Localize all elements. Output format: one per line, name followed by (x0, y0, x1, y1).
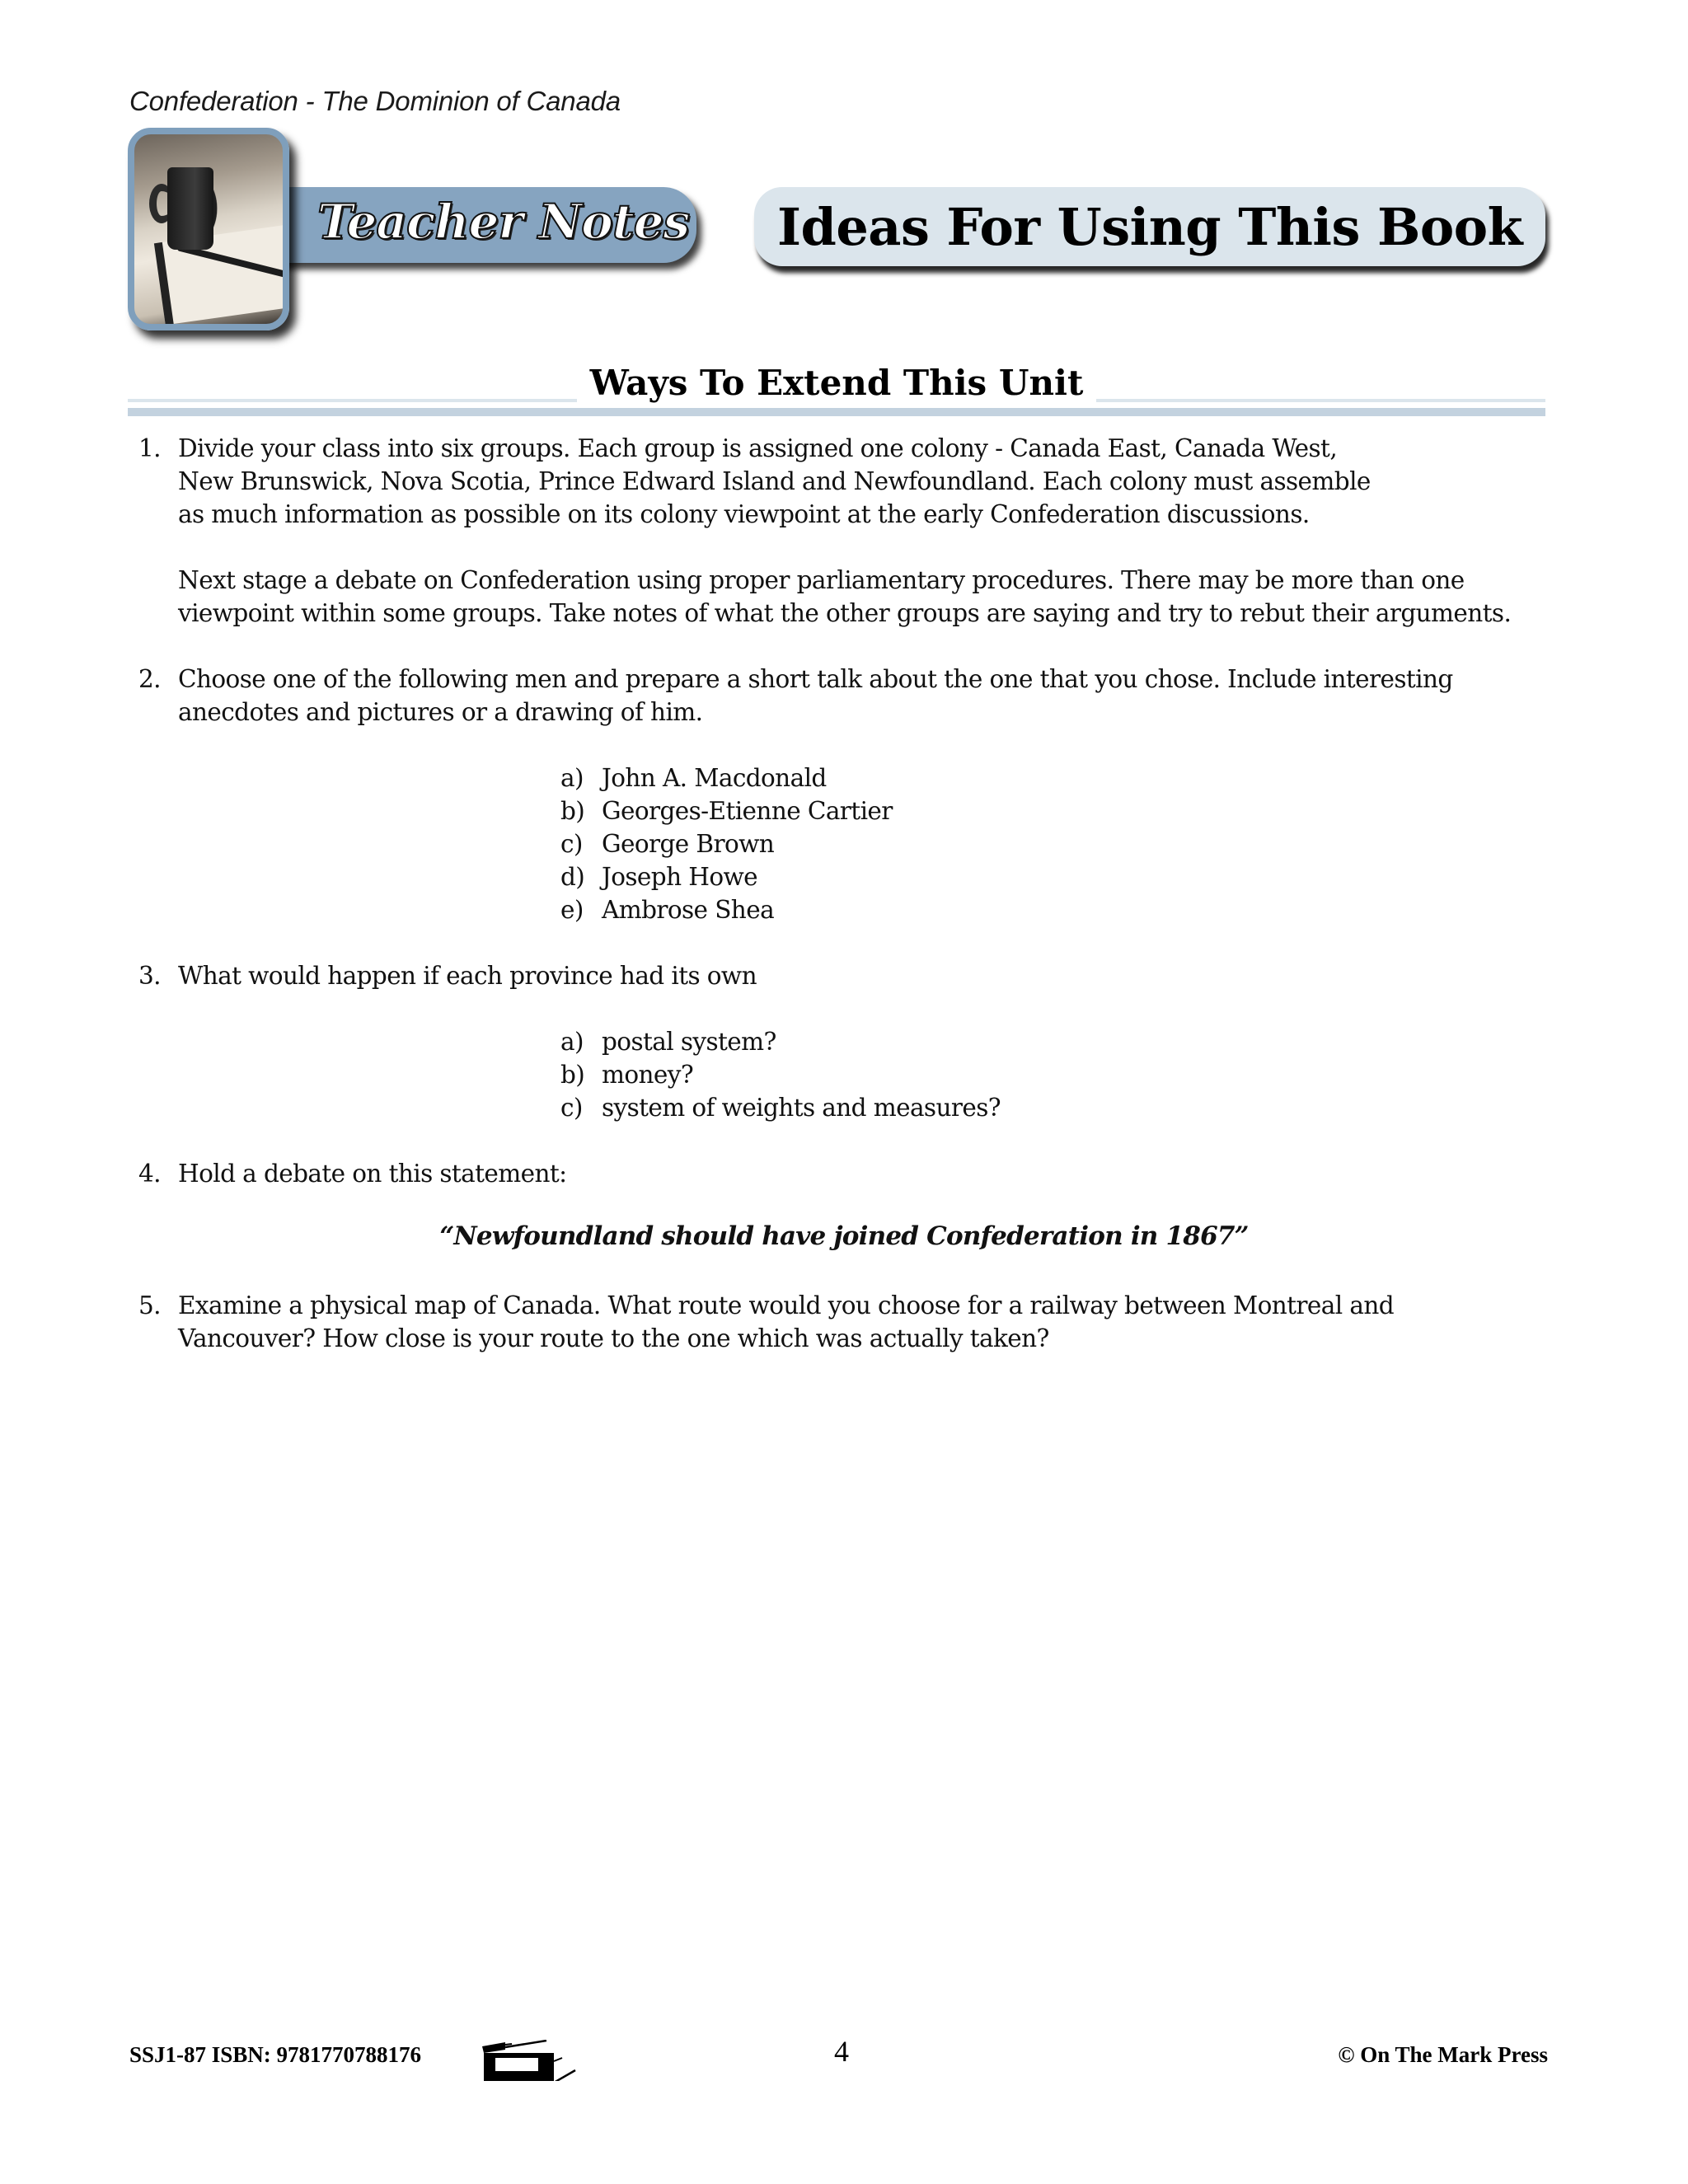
sublist-label: a) (560, 1028, 584, 1056)
paragraph (178, 564, 1563, 630)
sublist-label: c) (560, 830, 583, 858)
text-line: Divide your class into six groups. Each group is assigned one colony - Canada East, Canada West, (178, 434, 1338, 462)
page-title-banner (754, 187, 1545, 266)
sublist-text: money? (602, 1061, 694, 1089)
sublist-item (560, 860, 893, 893)
sublist-men (560, 762, 893, 926)
item-number: 4. (138, 1160, 161, 1188)
item-number: 1. (138, 434, 161, 462)
text-line: Next stage a debate on Confederation using proper parliamentary procedures. There may be more than one (178, 566, 1465, 594)
sublist-text: John A. Macdonald (602, 764, 827, 792)
mug-shape (167, 167, 213, 250)
text-line: What would happen if each province had its own (178, 962, 757, 990)
debate-statement: “Newfoundland should have joined Confederation in 1867” (439, 1221, 1249, 1251)
item-number: 2. (138, 665, 161, 693)
sublist-label: b) (560, 1061, 585, 1089)
text-line: Vancouver? How close is your route to the one which was actually taken? (178, 1324, 1049, 1352)
sublist-text: Georges-Etienne Cartier (602, 797, 893, 825)
sublist-label: b) (560, 797, 585, 825)
sublist-item (560, 1025, 1001, 1058)
sublist-label: a) (560, 764, 584, 792)
text-line: as much information as possible on its colony viewpoint at the early Confederation discussions. (178, 500, 1310, 528)
text-line: Choose one of the following men and prepare a short talk about the one that you chose. Include interesting (178, 665, 1453, 693)
sublist-label: e) (560, 896, 584, 924)
sublist-item (560, 827, 893, 860)
sublist-item (560, 794, 893, 827)
sublist-item (560, 1058, 1001, 1091)
sublist-province (560, 1025, 1001, 1124)
page-number: 4 (834, 2035, 849, 2068)
divider (128, 408, 1545, 416)
sublist-item (560, 893, 893, 926)
photocopier-icon (482, 2040, 581, 2081)
item-number: 3. (138, 962, 161, 990)
text-line: anecdotes and pictures or a drawing of him. (178, 698, 703, 726)
sublist-text: system of weights and measures? (602, 1094, 1001, 1122)
sublist-text: Ambrose Shea (602, 896, 775, 924)
sublist-label: d) (560, 863, 585, 891)
text-line: Examine a physical map of Canada. What route would you choose for a railway between Montreal and (178, 1291, 1395, 1319)
text-line: New Brunswick, Nova Scotia, Prince Edward Island and Newfoundland. Each colony must assemble (178, 467, 1371, 495)
text-line: viewpoint within some groups. Take notes of what the other groups are saying and try to rebut their arguments. (178, 599, 1512, 627)
desk-photo-icon (128, 128, 289, 330)
paragraph (178, 432, 1563, 531)
teacher-notes-label: Teacher Notes (317, 194, 690, 250)
sublist-text: postal system? (602, 1028, 776, 1056)
copyright: © On The Mark Press (1338, 2042, 1548, 2067)
section-heading (128, 363, 1545, 417)
sublist-text: Joseph Howe (602, 863, 758, 891)
section-title: Ways To Extend This Unit (589, 363, 1084, 403)
text-line: Hold a debate on this statement: (178, 1160, 567, 1188)
running-title: Confederation - The Dominion of Canada (129, 86, 621, 116)
sublist-label: c) (560, 1094, 583, 1122)
page-title: Ideas For Using This Book (776, 196, 1523, 257)
teacher-notes-graphic (128, 128, 705, 342)
sublist-item (560, 762, 893, 794)
sublist-item (560, 1091, 1001, 1124)
item-number: 5. (138, 1291, 161, 1319)
footer-isbn: SSJ1-87 ISBN: 9781770788176 (129, 2042, 422, 2067)
sublist-text: George Brown (602, 830, 775, 858)
